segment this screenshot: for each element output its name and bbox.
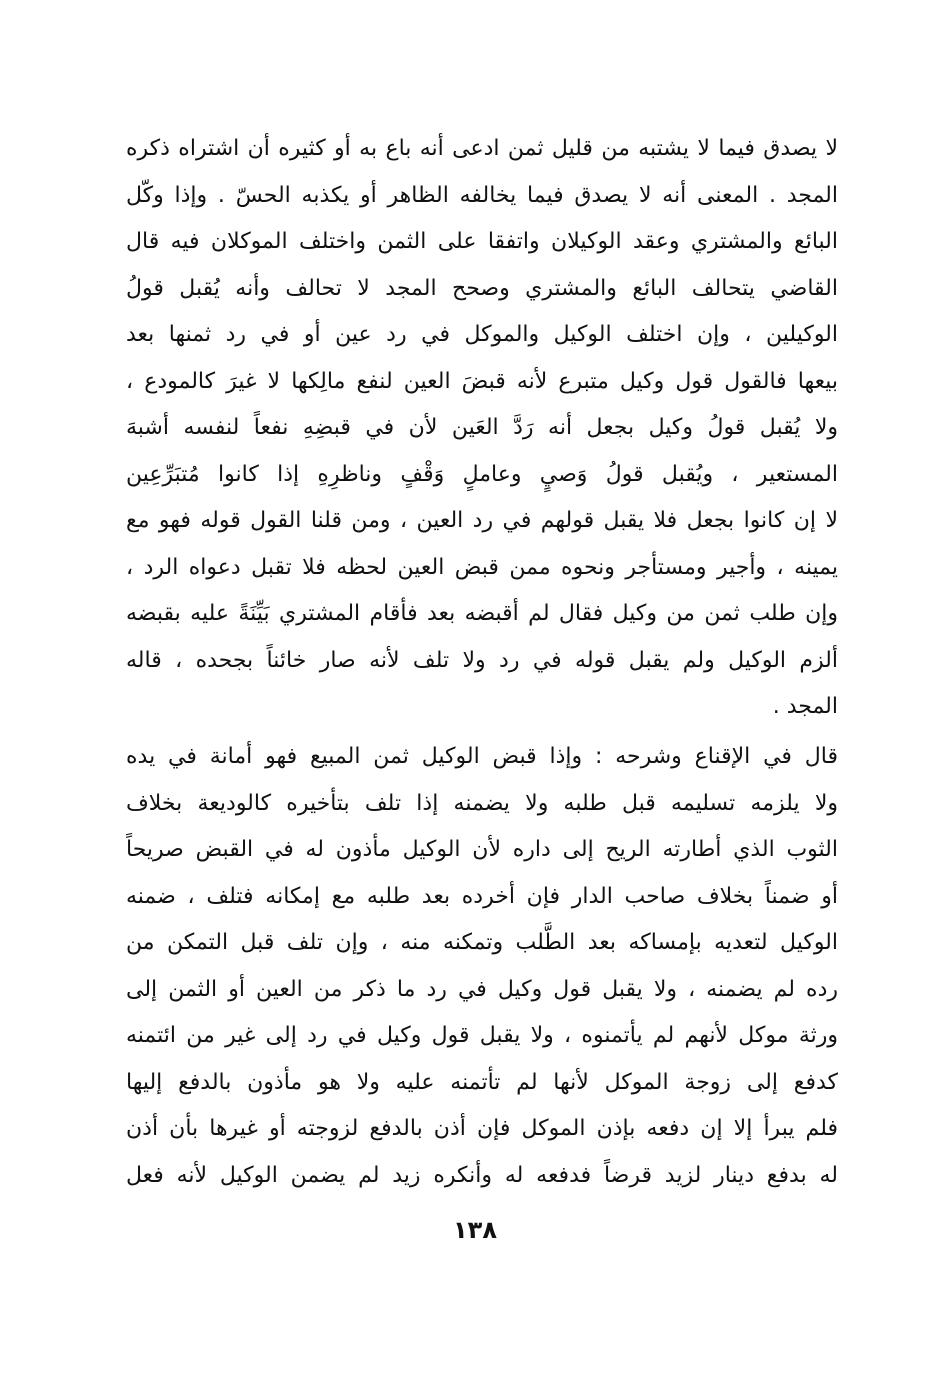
text-line: المستعير ، ويُقبل قولُ وَصيٍ وعاملٍ وَقْفٍ وناظرِهِ إذا كانوا مُتبَرِّعِين: [126, 461, 838, 487]
paragraph-1: [126, 126, 838, 731]
text-line: القاضي يتحالف البائع والمشتري وصحح المجد لا تحالف وأنه يُقبل قولُ: [126, 275, 838, 301]
text-line: المجد .: [772, 694, 838, 719]
text-line: الوكيلين ، وإن اختلف الوكيل والموكل في رد عين أو في رد ثمنها بعد: [126, 322, 838, 347]
text-line: يمينه ، وأجير ومستأجر ونحوه ممن قبض العين لحظه فلا تقبل دعواه الرد ،: [126, 554, 838, 580]
text-line: له بدفع دينار لزيد قرضاً فدفعه له وأنكره زيد لم يضمن الوكيل لأنه فعل: [126, 1162, 838, 1188]
text-line: البائع والمشتري وعقد الوكيلان واتفقا على الثمن واختلف الموكلان فيه قال: [126, 229, 838, 254]
text-line: وإن طلب ثمن من وكيل فقال لم أقبضه بعد فأقام المشتري بَيِّنَةً عليه بقبضه: [126, 601, 838, 626]
text-line: الوكيل لتعديه بإمساكه بعد الطَّلب وتمكنه منه ، وإن تلف قبل التمكن من: [126, 930, 838, 955]
text-line: المجد . المعنى أنه لا يصدق فيما يخالفه الظاهر أو يكذبه الحسّ . وإذا وكّل: [126, 182, 838, 208]
page-number: ١٣٨: [453, 1216, 497, 1244]
text-line: ولا يُقبل قولُ وكيل بجعل أنه رَدَّ العَين لأن في قبضِهِ نفعاً لنفسه أشبهَ: [126, 415, 838, 440]
text-line: لا إن كانوا بجعل فلا يقبل قولهم في رد العين ، ومن قلنا القول قوله فهو مع: [126, 508, 838, 533]
text-line: أو ضمناً بخلاف صاحب الدار فإن أخرده بعد طلبه مع إمكانه فتلف ، ضمنه: [126, 883, 838, 909]
text-line: قال في الإقناع وشرحه : وإذا قبض الوكيل ثمن المبيع فهو أمانة في يده: [126, 744, 838, 769]
text-line: بيعها فالقول قول وكيل متبرع لأنه قبضَ العين لنفع مالِكها لا غيرَ كالمودع ،: [126, 368, 838, 394]
text-line: الثوب الذي أطارته الريح إلى داره لأن الوكيل مأذون له في القبض صريحاً: [126, 837, 838, 862]
text-line: فلم يبرأ إلا إن دفعه بإذن الموكل فإن أذن بالدفع لزوجته أو غيرها بأن أذن: [126, 1116, 838, 1141]
text-line: ورثة موكل لأنهم لم يأتمنوه ، ولا يقبل قول وكيل في رد إلى غير من ائتمنه: [126, 1023, 838, 1048]
text-line: رده لم يضمنه ، ولا يقبل قول وكيل في رد ما ذكر من العين أو الثمن إلى: [126, 976, 838, 1002]
text-line: لا يصدق فيما لا يشتبه من قليل ثمن ادعى أنه باع به أو كثيره أن اشتراه ذكره: [126, 136, 838, 161]
paragraph-2: [126, 734, 838, 1199]
text-line: ولا يلزمه تسليمه قبل طلبه ولا يضمنه إذا تلف بتأخيره كالوديعة بخلاف: [126, 790, 838, 816]
text-line: كدفع إلى زوجة الموكل لأنها لم تأتمنه عليه ولا هو مأذون بالدفع إليها: [126, 1069, 838, 1095]
text-line: ألزم الوكيل ولم يقبل قوله في رد ولا تلف لأنه صار خائناً بجحده ، قاله: [126, 647, 838, 673]
